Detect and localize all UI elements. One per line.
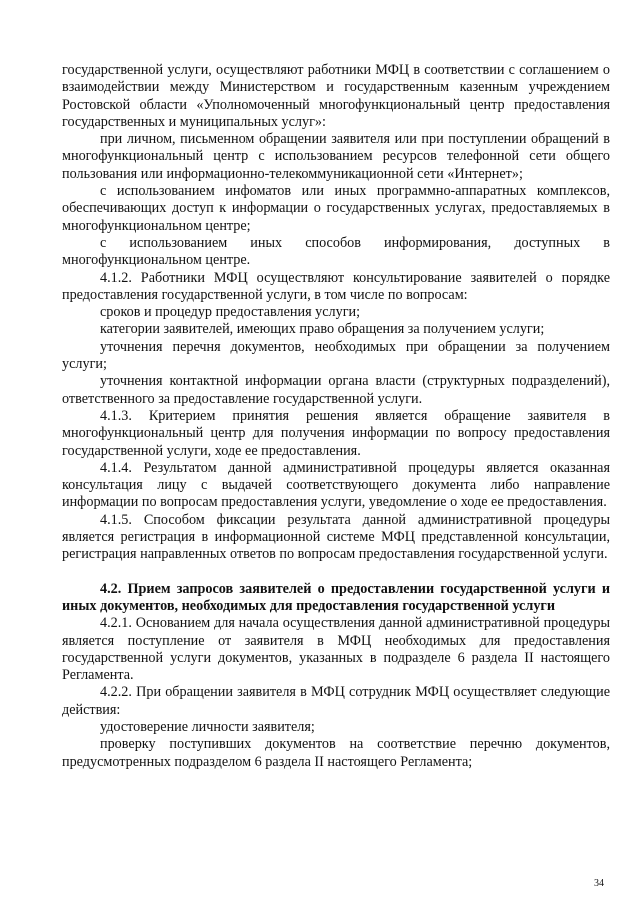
paragraph: с использованием инфоматов или иных программно-аппаратных комплексов, обеспечивающих доступ к информации о государственных услугах, предоставляемых в многофункциональном центре; — [62, 183, 610, 234]
paragraph: 4.1.4. Результатом данной административной процедуры является оказанная консультация лицу с выдачей соответствующего документа либо направление информации по вопросам предоставления услуги, уведомление о ходе ее предоставления. — [62, 459, 610, 511]
paragraph: сроков и процедур предоставления услуги; — [100, 304, 361, 321]
paragraph: при личном, письменном обращении заявителя или при поступлении обращений в многофункциональный центр с использованием ресурсов телефонной сети общего пользования или информационно-телекоммуникационной сети «Интернет»; — [62, 131, 610, 182]
paragraph: уточнения перечня документов, необходимых при обращении за получением услуги; — [62, 338, 610, 373]
paragraph: проверку поступивших документов на соответствие перечню документов, предусмотренных подразделом 6 раздела II настоящего Регламента; — [62, 736, 610, 770]
paragraph: 4.1.5. Способом фиксации результата данной административной процедуры является регистрация в информационной системе МФЦ представленной консультации, регистрация направленных ответов по вопросам предоставления государственной услуги. — [62, 511, 610, 563]
paragraph: уточнения контактной информации органа власти (структурных подразделений), ответственного за предоставление государственной услуги. — [62, 373, 610, 407]
section-heading: 4.2. Прием запросов заявителей о предоставлении государственной услуги и иных документов, необходимых для предоставления государственной услуги — [62, 580, 610, 614]
paragraph: государственной услуги, осуществляют работники МФЦ в соответствии с соглашением о взаимодействии между Министерством и государственным казенным учреждением Ростовской области «Уполномоченный многофункциональный центр предоставления государственных и муниципальных услуг»: — [62, 62, 610, 130]
paragraph: категории заявителей, имеющих право обращения за получением услуги; — [100, 321, 545, 338]
paragraph: 4.2.2. При обращении заявителя в МФЦ сотрудник МФЦ осуществляет следующие действия: — [62, 684, 610, 718]
paragraph: с использованием иных способов информирования, доступных в многофункциональном центре. — [62, 234, 610, 269]
page-number: 34 — [594, 878, 604, 889]
paragraph: 4.2.1. Основанием для начала осуществления данной административной процедуры является поступление от заявителя в МФЦ необходимых для предоставления государственной услуги документов, указанных в подразделе 6 раздела II настоящего Регламента. — [62, 615, 610, 684]
section-spacer — [62, 564, 610, 581]
paragraph: удостоверение личности заявителя; — [100, 718, 315, 735]
document-body — [62, 62, 610, 771]
paragraph: 4.1.2. Работники МФЦ осуществляют консультирование заявителей о порядке предоставления государственной услуги, в том числе по вопросам: — [62, 269, 610, 303]
paragraph: 4.1.3. Критерием принятия решения является обращение заявителя в многофункциональный центр для получения информации по вопросу предоставления государственной услуги, ходе ее предоставления. — [62, 407, 610, 459]
